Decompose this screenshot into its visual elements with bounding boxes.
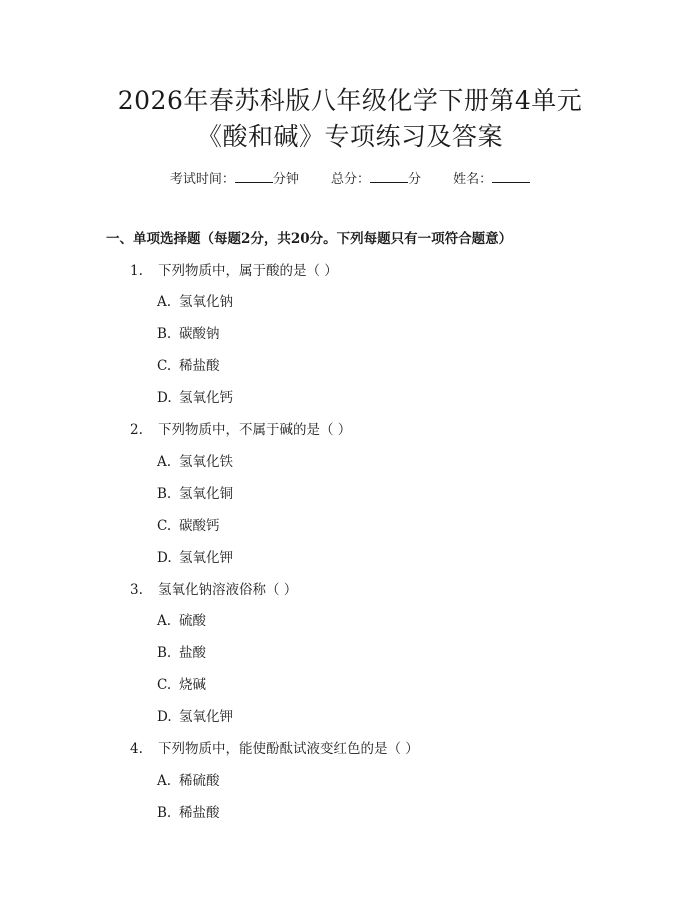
option-text: 烧碱 [179, 677, 206, 693]
option-item [157, 611, 206, 631]
option-item [157, 707, 233, 727]
exam-time-blank [235, 169, 273, 183]
option-text: 氢氧化铜 [179, 486, 233, 502]
document-title-line1: 2026年春苏科版八年级化学下册第4单元 [117, 86, 583, 115]
question-text: 下列物质中，能使酚酞试液变红色的是（ ） [158, 741, 419, 757]
option-item [157, 324, 220, 344]
option-text: 稀盐酸 [179, 805, 220, 821]
option-text: 稀硫酸 [179, 773, 220, 789]
option-letter: A. [157, 294, 172, 310]
question-number: 3. [130, 582, 143, 598]
exam-time-label: 考试时间： [169, 172, 235, 187]
option-letter: C. [157, 518, 172, 534]
question-text: 氢氧化钠溶液俗称（ ） [158, 582, 298, 598]
student-name-label: 姓名： [453, 172, 493, 187]
total-score-unit: 分 [408, 172, 422, 187]
option-text: 稀盐酸 [179, 358, 220, 374]
option-letter: D. [157, 390, 172, 406]
question-number: 4. [130, 741, 143, 757]
total-score-field [331, 169, 421, 189]
option-letter: D. [157, 709, 172, 725]
option-text: 碳酸钠 [179, 326, 220, 342]
option-text: 盐酸 [179, 645, 206, 661]
option-text: 氢氧化钠 [179, 294, 233, 310]
student-name-blank [492, 169, 530, 183]
option-text: 氢氧化钙 [179, 390, 233, 406]
option-text: 氢氧化钾 [179, 550, 233, 566]
exam-info-line [0, 169, 700, 189]
question-text: 下列物质中，属于酸的是（ ） [158, 263, 338, 279]
section-heading: 一、单项选择题（每题2分，共20分。下列每题只有一项符合题意） [106, 231, 513, 247]
question-4 [130, 739, 419, 759]
option-letter: B. [157, 326, 172, 342]
question-2 [130, 420, 351, 440]
option-letter: A. [157, 773, 172, 789]
option-item [157, 388, 233, 408]
option-letter: B. [157, 645, 172, 661]
option-item [157, 548, 233, 568]
option-item [157, 356, 220, 376]
document-title-line2: 《酸和碱》专项练习及答案 [196, 122, 503, 151]
option-text: 氢氧化铁 [179, 454, 233, 470]
option-letter: D. [157, 550, 172, 566]
exam-time-unit: 分钟 [272, 172, 299, 187]
option-item [157, 292, 233, 312]
option-text: 碳酸钙 [179, 518, 220, 534]
student-name-field [453, 169, 530, 189]
option-item [157, 675, 206, 695]
question-3 [130, 580, 297, 600]
option-letter: C. [157, 358, 172, 374]
exam-time-field [170, 169, 299, 189]
question-number: 1. [130, 263, 143, 279]
question-text: 下列物质中，不属于碱的是（ ） [158, 422, 352, 438]
option-letter: B. [157, 805, 172, 821]
option-item [157, 643, 206, 663]
option-item [157, 484, 233, 504]
option-item [157, 803, 220, 823]
option-text: 硫酸 [179, 613, 206, 629]
total-score-blank [370, 169, 408, 183]
option-letter: A. [157, 613, 172, 629]
option-text: 氢氧化钾 [179, 709, 233, 725]
option-letter: C. [157, 677, 172, 693]
option-letter: A. [157, 454, 172, 470]
option-item [157, 516, 220, 536]
total-score-label: 总分： [330, 172, 370, 187]
question-number: 2. [130, 422, 143, 438]
option-letter: B. [157, 486, 172, 502]
question-1 [130, 261, 338, 281]
option-item [157, 771, 220, 791]
option-item [157, 452, 233, 472]
